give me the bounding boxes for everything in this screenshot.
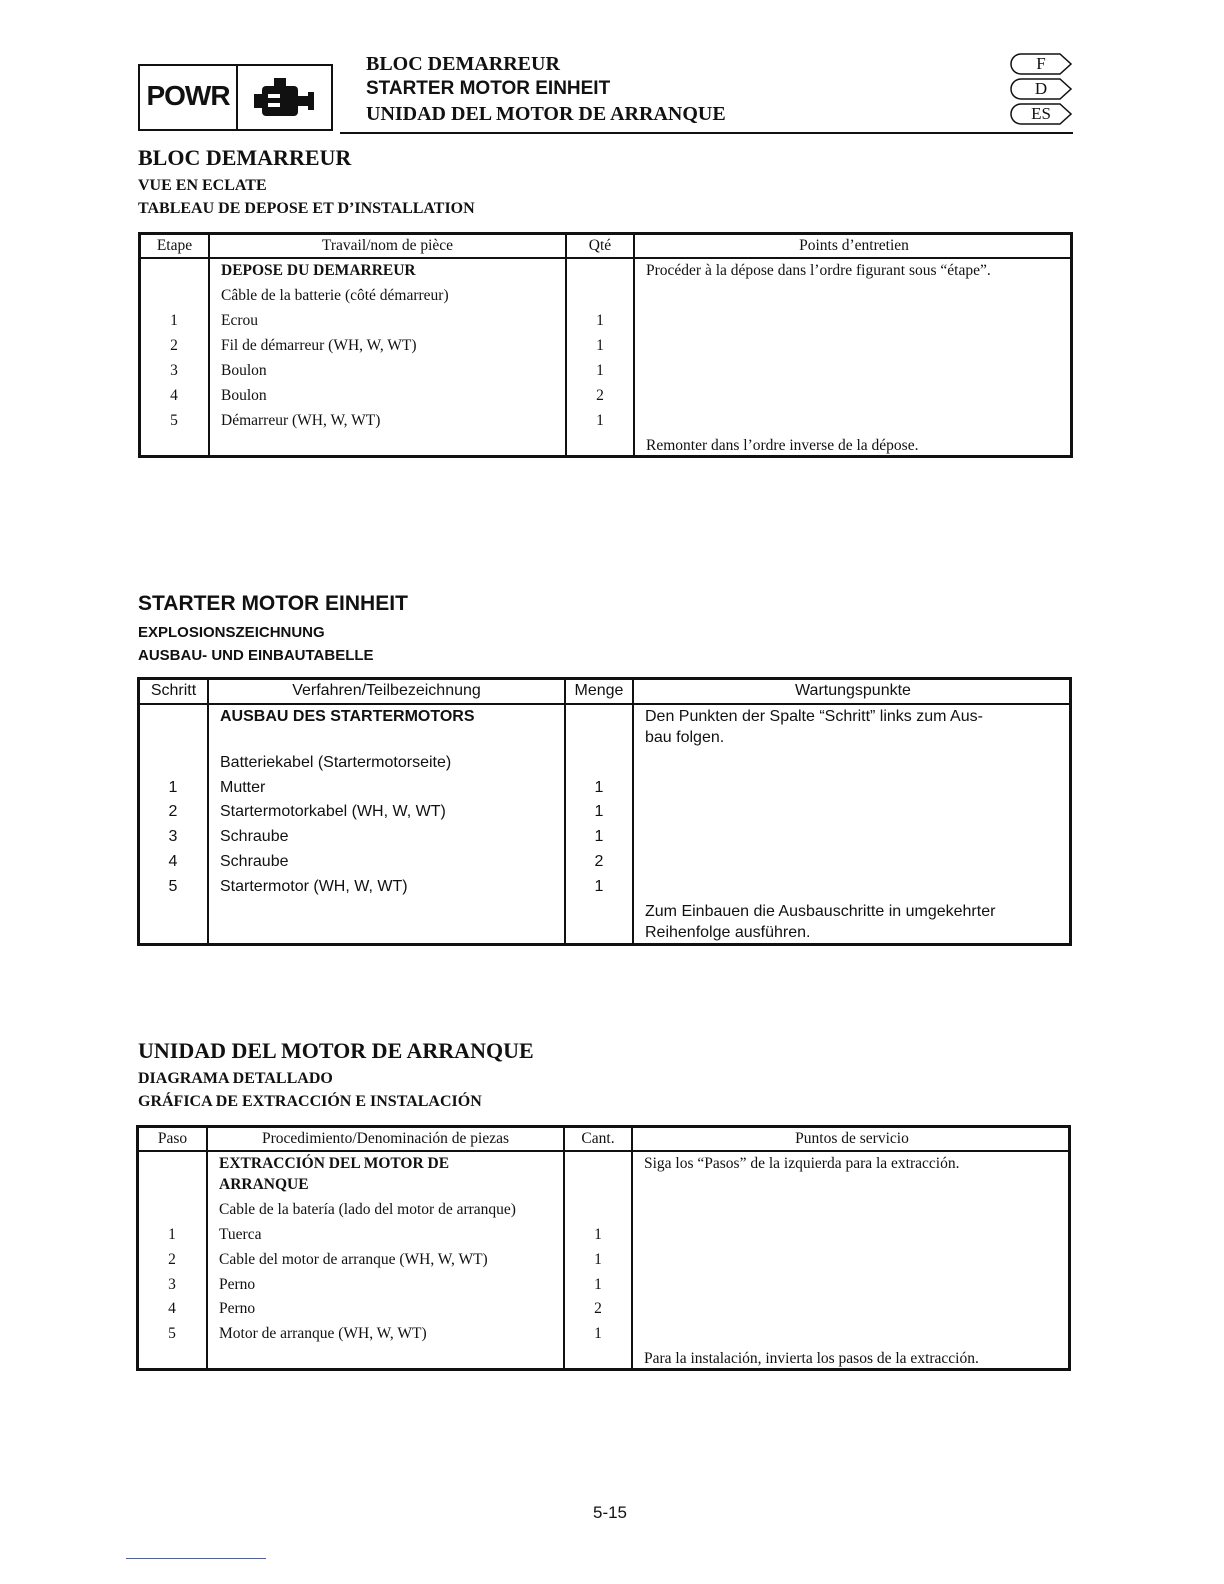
table-section-row: AUSBAU DES STARTERMOTORS [220,708,475,725]
part-qty: 1 [594,828,604,845]
table-fr [138,232,1073,458]
part-qty: 1 [594,1276,602,1293]
col-divider [208,235,210,455]
language-label: F [1036,54,1046,73]
col-header-part: Verfahren/Teilbezeichnung [292,682,481,699]
part-qty: 1 [596,412,604,429]
header-title-es: UNIDAD DEL MOTOR DE ARRANQUE [366,103,726,125]
powr-logo [138,64,333,131]
part-qty: 2 [594,853,604,870]
language-badge-f [1010,53,1072,75]
table-de [137,677,1072,946]
part-name: Startermotorkabel (WH, W, WT) [220,803,446,820]
part-qty: 1 [596,312,604,329]
note-bottom-line-2: Reihenfolge ausführen. [645,924,811,941]
header-title-de: STARTER MOTOR EINHEIT [366,78,611,99]
table-es [136,1125,1071,1371]
step-number: 4 [170,387,178,404]
step-number: 1 [170,312,178,329]
col-header-qty: Qté [588,237,612,254]
part-name: Schraube [220,828,289,845]
col-divider [632,680,634,943]
subtitle-de-2: AUSBAU- UND EINBAUTABELLE [138,647,374,664]
note-top-line-1: Den Punkten der Spalte “Schritt” links zum Aus- [645,708,983,725]
part-name: Schraube [220,853,289,870]
part-qty: 1 [596,362,604,379]
note-top: Procéder à la dépose dans l’ordre figurant sous “étape”. [646,262,991,279]
step-number: 3 [168,828,178,845]
table-section-row: DEPOSE DU DEMARREUR [221,262,416,279]
subtitle-es-1: DIAGRAMA DETALLADO [138,1070,333,1087]
note-bottom: Para la instalación, invierta los pasos de la extracción. [644,1350,979,1367]
part-name: Ecrou [221,312,259,329]
part-qty: 1 [594,1251,602,1268]
col-header-step: Schritt [150,682,197,699]
header-rule [340,132,1073,134]
table-row-pre: Câble de la batterie (côté démarreur) [221,287,449,304]
col-header-notes: Points d’entretien [799,237,909,254]
language-label: ES [1031,104,1051,123]
step-number: 3 [170,362,178,379]
step-number: 4 [168,853,178,870]
col-divider [565,235,567,455]
section-title-es: UNIDAD DEL MOTOR DE ARRANQUE [138,1038,534,1063]
logo-divider [236,66,238,129]
part-name: Startermotor (WH, W, WT) [220,878,408,895]
col-header-notes: Wartungspunkte [795,682,911,699]
step-number: 1 [168,779,178,796]
part-qty: 2 [596,387,604,404]
part-name: Tuerca [219,1226,262,1243]
part-name: Démarreur (WH, W, WT) [221,412,381,429]
table-section-row-line-1: EXTRACCIÓN DEL MOTOR DE [219,1155,450,1172]
step-number: 2 [168,803,178,820]
part-name: Mutter [220,779,266,796]
col-header-part: Travail/nom de pièce [321,237,454,254]
section-title-fr: BLOC DEMARREUR [138,145,352,170]
col-divider [207,680,209,943]
part-name: Perno [219,1300,256,1317]
step-number: 2 [170,337,178,354]
part-qty: 1 [596,337,604,354]
col-divider [564,680,566,943]
part-name: Fil de démarreur (WH, W, WT) [221,337,417,354]
col-divider [633,235,635,455]
note-bottom-line-1: Zum Einbauen die Ausbauschritte in umgekehrter [645,903,996,920]
language-badge-es [1010,103,1072,125]
step-number: 5 [168,1325,176,1342]
part-name: Motor de arranque (WH, W, WT) [219,1325,427,1342]
step-number: 5 [170,412,178,429]
step-number: 5 [168,878,178,895]
subtitle-fr-1: VUE EN ECLATE [138,177,267,194]
part-qty: 2 [594,1300,602,1317]
subtitle-es-2: GRÁFICA DE EXTRACCIÓN E INSTALACIÓN [138,1093,482,1110]
step-number: 4 [168,1300,176,1317]
part-qty: 1 [594,1325,602,1342]
table-header-rule [140,703,1069,705]
note-top: Siga los “Pasos” de la izquierda para la extracción. [644,1155,960,1172]
col-header-qty: Cant. [581,1130,615,1147]
table-row-pre: Batteriekabel (Startermotorseite) [220,754,452,771]
col-divider [206,1128,208,1368]
col-header-part: Procedimiento/Denominación de piezas [261,1130,510,1147]
language-badge-d [1010,78,1072,100]
part-qty: 1 [594,779,604,796]
part-name: Cable del motor de arranque (WH, W, WT) [219,1251,488,1268]
header-title-fr: BLOC DEMARREUR [366,53,560,75]
note-bottom: Remonter dans l’ordre inverse de la dépose. [646,437,919,454]
table-header-rule [141,257,1070,259]
step-number: 1 [168,1226,176,1243]
col-header-step: Paso [157,1130,188,1147]
part-qty: 1 [594,878,604,895]
part-qty: 1 [594,1226,602,1243]
col-header-qty: Menge [574,682,624,699]
logo-text: POWR [146,80,230,111]
step-number: 2 [168,1251,176,1268]
part-name: Boulon [221,387,267,404]
table-header-rule [139,1150,1068,1152]
col-header-notes: Puntos de servicio [795,1130,909,1147]
footer-rule [126,1558,266,1559]
section-title-de: STARTER MOTOR EINHEIT [138,592,408,615]
col-header-step: Etape [156,237,193,254]
language-label: D [1034,79,1048,98]
table-section-row-line-2: ARRANQUE [219,1176,309,1193]
page-number: 5-15 [592,1503,628,1522]
table-row-pre: Cable de la batería (lado del motor de arranque) [219,1201,516,1218]
subtitle-fr-2: TABLEAU DE DEPOSE ET D’INSTALLATION [138,200,475,217]
subtitle-de-1: EXPLOSIONSZEICHNUNG [138,624,325,641]
starter-motor-icon [250,76,322,124]
part-qty: 1 [594,803,604,820]
col-divider [631,1128,633,1368]
part-name: Perno [219,1276,256,1293]
step-number: 3 [168,1276,176,1293]
note-top-line-2: bau folgen. [645,729,725,746]
part-name: Boulon [221,362,267,379]
col-divider [563,1128,565,1368]
